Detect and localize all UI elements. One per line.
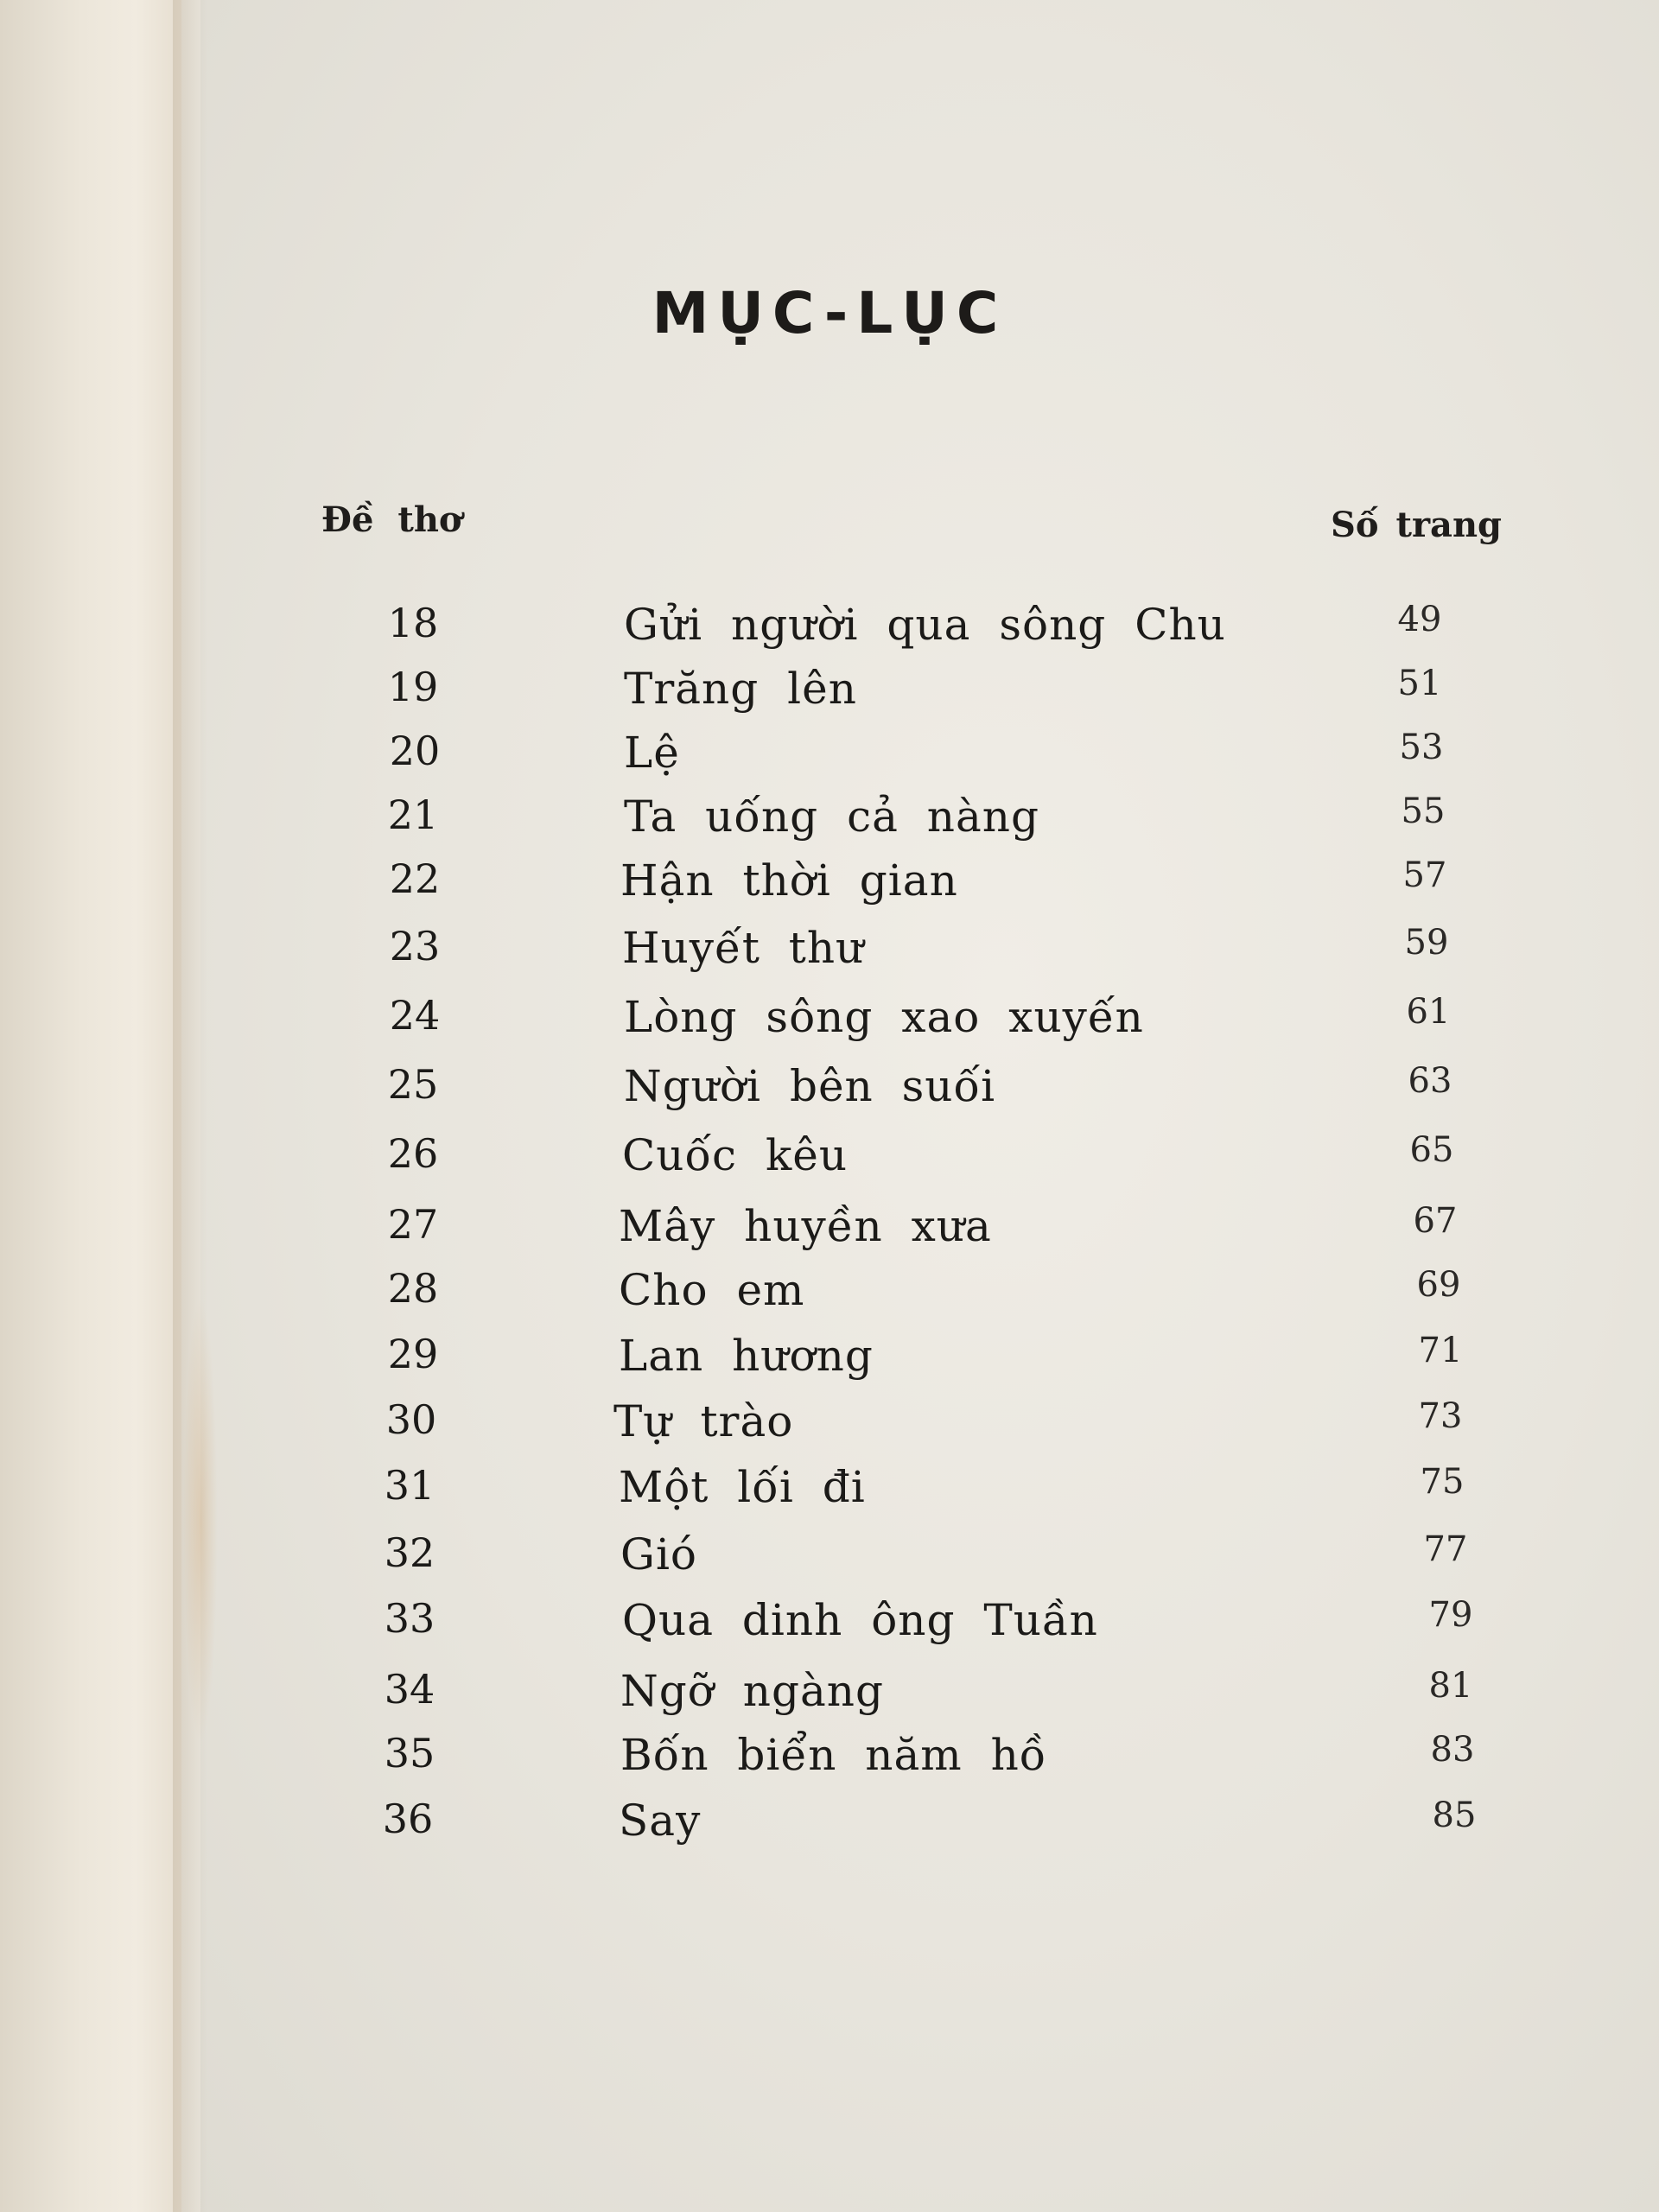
entry-page-number: 85 (1432, 1796, 1477, 1835)
entry-title: Gửi người qua sông Chu (624, 600, 1226, 650)
entry-page-number: 61 (1406, 992, 1451, 1032)
column-header-page-number: Số trang (1331, 505, 1503, 545)
entry-number: 23 (389, 923, 441, 969)
entry-number: 32 (384, 1529, 435, 1576)
page-title: MỤC-LỤC (652, 280, 1007, 347)
entry-title: Trăng lên (624, 664, 857, 714)
entry-number: 24 (389, 992, 441, 1039)
entry-title: Người bên suối (624, 1061, 996, 1111)
entry-title: Gió (620, 1529, 698, 1580)
toc-entry (0, 1796, 1659, 1856)
toc-entry (0, 1396, 1659, 1457)
toc-entry (0, 1529, 1659, 1590)
entry-number: 21 (387, 791, 439, 838)
entry-title: Huyết thư (622, 923, 865, 973)
entry-title: Tự trào (613, 1396, 794, 1446)
column-header-poem-title: Đề thơ (321, 499, 462, 540)
entry-title: Lệ (624, 728, 680, 778)
entry-page-number: 67 (1413, 1201, 1458, 1241)
toc-entry (0, 1061, 1659, 1122)
toc-entry (0, 600, 1659, 660)
toc-entry (0, 664, 1659, 724)
entry-page-number: 77 (1423, 1529, 1468, 1569)
entry-number: 22 (389, 855, 441, 902)
entry-page-number: 53 (1399, 728, 1444, 767)
entry-title: Lan hương (619, 1331, 874, 1381)
entry-page-number: 57 (1402, 855, 1447, 895)
toc-entry (0, 1130, 1659, 1191)
entry-page-number: 49 (1397, 600, 1442, 639)
entry-title: Ta uống cả nàng (624, 791, 1039, 842)
entry-number: 29 (387, 1331, 439, 1377)
entry-number: 18 (387, 600, 439, 646)
entry-page-number: 69 (1416, 1265, 1461, 1305)
entry-page-number: 71 (1418, 1331, 1463, 1370)
entry-title: Mây huyền xưa (619, 1201, 992, 1251)
entry-number: 25 (387, 1061, 439, 1108)
toc-entry (0, 1331, 1659, 1391)
toc-entry (0, 923, 1659, 983)
entry-title: Hận thời gian (620, 855, 958, 906)
entry-title: Một lối đi (619, 1462, 866, 1512)
toc-entry (0, 1462, 1659, 1522)
entry-number: 35 (384, 1730, 435, 1777)
toc-entry (0, 728, 1659, 788)
entry-title: Bốn biển năm hồ (620, 1730, 1047, 1780)
entry-number: 34 (384, 1666, 435, 1713)
entry-number: 33 (384, 1595, 435, 1642)
entry-title: Ngỡ ngàng (620, 1666, 884, 1716)
entry-page-number: 55 (1401, 791, 1446, 831)
entry-title: Say (619, 1796, 702, 1846)
entry-page-number: 59 (1404, 923, 1449, 963)
entry-page-number: 83 (1430, 1730, 1475, 1770)
entry-page-number: 73 (1418, 1396, 1463, 1436)
entry-number: 26 (387, 1130, 439, 1177)
entry-number: 31 (384, 1462, 435, 1509)
entry-page-number: 75 (1420, 1462, 1465, 1502)
toc-entry (0, 1595, 1659, 1656)
entry-number: 20 (389, 728, 441, 774)
entry-page-number: 81 (1428, 1666, 1473, 1706)
entry-number: 19 (387, 664, 439, 710)
entry-number: 28 (387, 1265, 439, 1312)
entry-title: Lòng sông xao xuyến (624, 992, 1144, 1042)
entry-page-number: 79 (1428, 1595, 1473, 1635)
entry-title: Qua dinh ông Tuần (622, 1595, 1098, 1645)
entry-number: 30 (385, 1396, 437, 1443)
toc-entry (0, 1201, 1659, 1262)
entry-number: 27 (387, 1201, 439, 1248)
entry-number: 36 (382, 1796, 434, 1842)
toc-entry (0, 1666, 1659, 1726)
toc-entry (0, 791, 1659, 852)
entry-page-number: 65 (1409, 1130, 1454, 1170)
toc-entry (0, 1730, 1659, 1790)
entry-title: Cuốc kêu (622, 1130, 849, 1180)
toc-entry (0, 992, 1659, 1052)
entry-title: Cho em (619, 1265, 805, 1315)
entry-page-number: 51 (1397, 664, 1442, 703)
entry-page-number: 63 (1408, 1061, 1452, 1101)
toc-entry (0, 1265, 1659, 1325)
toc-entry (0, 855, 1659, 916)
